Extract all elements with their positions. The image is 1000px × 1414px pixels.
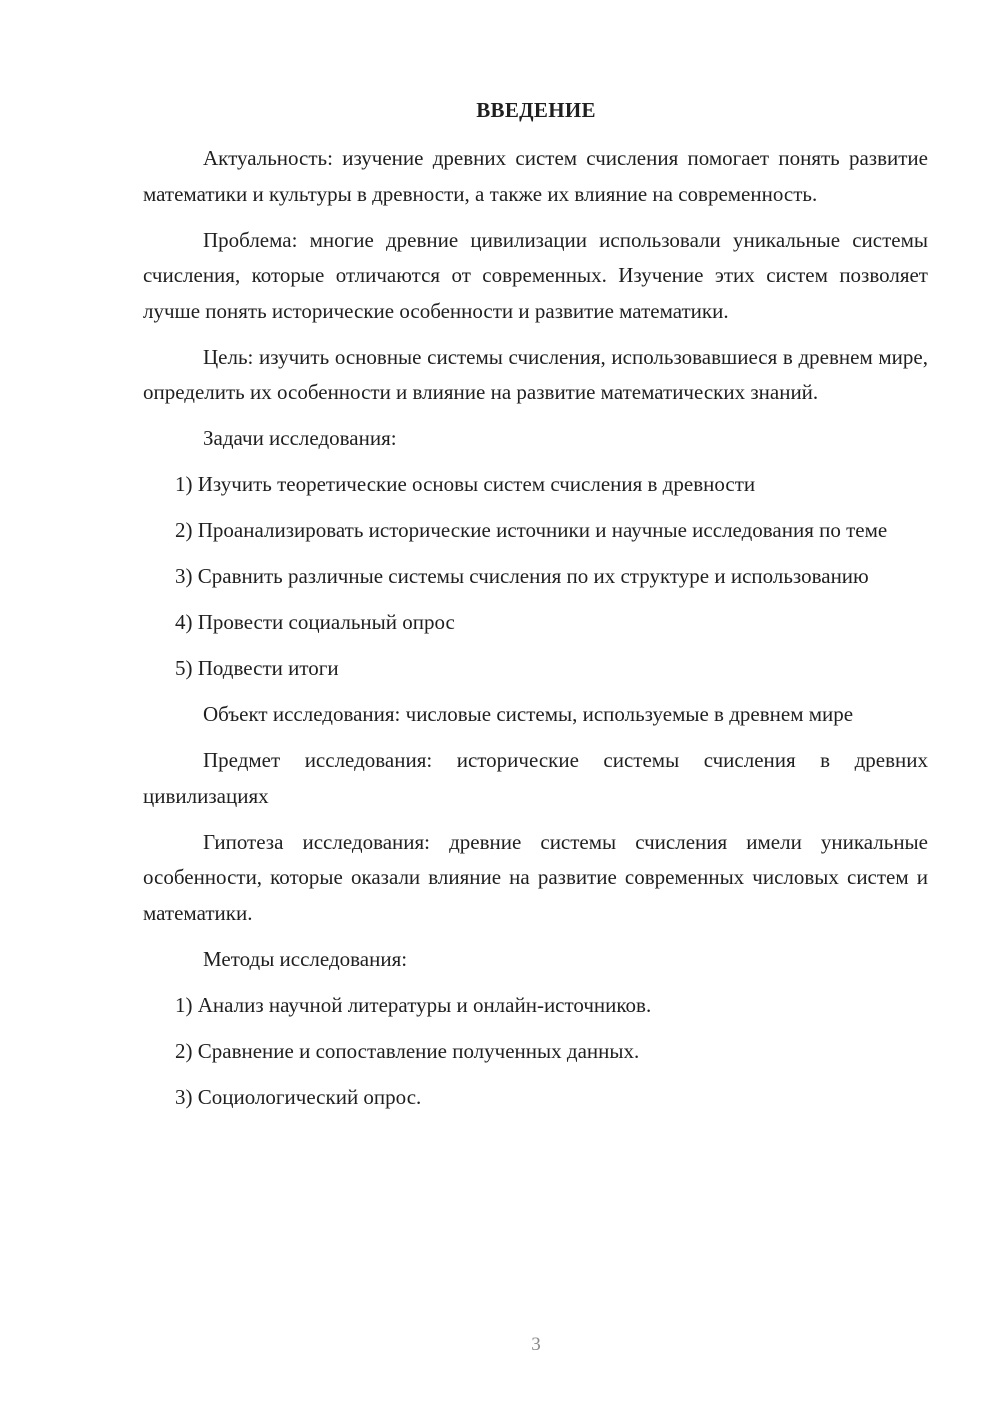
method-item: 2) Сравнение и сопоставление полученных данных. <box>175 1038 640 1063</box>
task-item: 1) Изучить теоретические основы систем счисления в древности <box>175 472 756 496</box>
paragraph-subject: Предмет исследования: исторические системы счисления в древних цивилизациях <box>143 748 928 808</box>
task-item: 2) Проанализировать исторические источники и научные исследования по теме <box>175 518 888 542</box>
document-body <box>143 141 928 1126</box>
paragraph-object: Объект исследования: числовые системы, используемые в древнем мире <box>203 702 854 726</box>
page-number: 3 <box>531 1334 541 1355</box>
method-item: 1) Анализ научной литературы и онлайн-источников. <box>175 992 652 1017</box>
paragraph-problem: Проблема: многие древние цивилизации использовали уникальные системы счисления, которые отличаются от современных. Изучение этих систем позволяет лучше понять исторические особенности и развитие математики. <box>143 227 928 323</box>
methods-heading: Методы исследования: <box>203 946 408 971</box>
page-title: ВВЕДЕНИЕ <box>476 98 596 122</box>
paragraph-goal: Цель: изучить основные системы счисления, использовавшиеся в древнем мире, определить их особенности и влияние на развитие математических знаний. <box>143 344 928 404</box>
tasks-heading: Задачи исследования: <box>203 426 397 450</box>
method-item: 3) Социологический опрос. <box>175 1084 422 1109</box>
task-item: 4) Провести социальный опрос <box>175 610 455 634</box>
paragraph-hypothesis: Гипотеза исследования: древние системы счисления имели уникальные особенности, которые оказали влияние на развитие современных числовых систем и математики. <box>143 829 928 925</box>
task-item: 3) Сравнить различные системы счисления по их структуре и использованию <box>175 564 869 588</box>
task-item: 5) Подвести итоги <box>175 656 339 680</box>
paragraph-actuality: Актуальность: изучение древних систем счисления помогает понять развитие математики и культуры в древности, а также их влияние на современность. <box>143 146 928 206</box>
